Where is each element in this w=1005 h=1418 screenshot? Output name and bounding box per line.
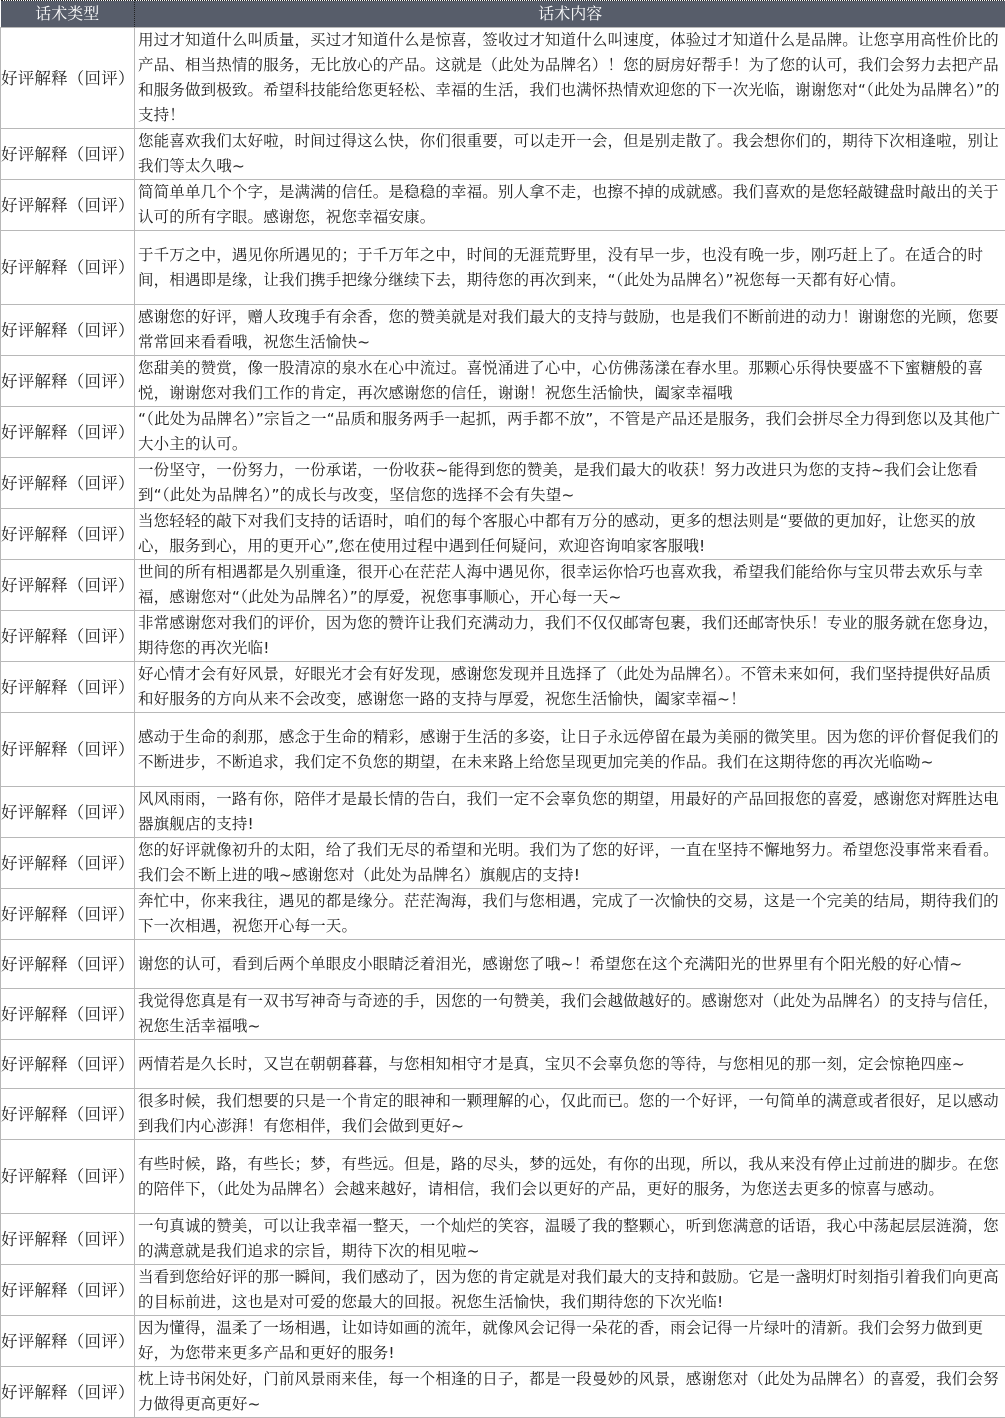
table-row	[1, 1140, 1005, 1214]
script-content-cell: 很多时候，我们想要的只是一个肯定的眼神和一颗理解的心，仅此而已。您的一个好评，一句简单的满意或者很好，足以感动到我们内心澎湃！有您相伴，我们会做到更好~	[135, 1089, 1005, 1140]
table-row	[1, 560, 1005, 611]
script-type-cell: 好评解释（回评）	[1, 1367, 135, 1418]
script-content-cell: 您甜美的赞赏，像一股清凉的泉水在心中流过。喜悦涌进了心中，心仿佛荡漾在春水里。那颗心乐得快要盛不下蜜糖般的喜悦，谢谢您对我们工作的肯定，再次感谢您的信任，谢谢！祝您生活愉快，阖家幸福哦	[135, 356, 1005, 407]
table-row	[1, 989, 1005, 1040]
script-type-cell: 好评解释（回评）	[1, 509, 135, 560]
script-content-cell: 一句真诚的赞美，可以让我幸福一整天，一个灿烂的笑容，温暖了我的整颗心，听到您满意的话语，我心中荡起层层涟漪，您的满意就是我们追求的宗旨，期待下次的相见啦~	[135, 1214, 1005, 1265]
script-type-cell: 好评解释（回评）	[1, 180, 135, 231]
script-content-cell: 简简单单几个个字，是满满的信任。是稳稳的幸福。别人拿不走，也擦不掉的成就感。我们喜欢的是您轻敲键盘时敲出的关于认可的所有字眼。感谢您，祝您幸福安康。	[135, 180, 1005, 231]
table-row	[1, 28, 1005, 129]
column-header-type: 话术类型	[1, 1, 135, 28]
table-row	[1, 458, 1005, 509]
script-type-cell: 好评解释（回评）	[1, 129, 135, 180]
table-row	[1, 838, 1005, 889]
table-row	[1, 713, 1005, 787]
script-content-cell: 枕上诗书闲处好，门前风景雨来佳，每一个相逢的日子，都是一段曼妙的风景，感谢您对（此处为品牌名）的喜爱，我们会努力做得更高更好~	[135, 1367, 1005, 1418]
script-type-cell: 好评解释（回评）	[1, 231, 135, 305]
script-type-cell: 好评解释（回评）	[1, 305, 135, 356]
script-content-cell: 感谢您的好评，赠人玫瑰手有余香，您的赞美就是对我们最大的支持与鼓励，也是我们不断前进的动力！谢谢您的光顾，您要常常回来看看哦，祝您生活愉快~	[135, 305, 1005, 356]
table-row	[1, 1040, 1005, 1089]
table-row	[1, 787, 1005, 838]
script-content-cell: 用过才知道什么叫质量，买过才知道什么是惊喜，签收过才知道什么叫速度，体验过才知道什么是品牌。让您享用高性价比的产品、相当热情的服务，无比放心的产品。这就是（此处为品牌名）！您的厨房好帮手！为了您的认可，我们会努力去把产品和服务做到极致。希望科技能给您更轻松、幸福的生活，我们也满怀热情欢迎您的下一次光临，谢谢您对“（此处为品牌名）”的支持！	[135, 28, 1005, 129]
table-row	[1, 407, 1005, 458]
header-row	[1, 1, 1005, 28]
table-body	[1, 28, 1005, 1418]
table-row	[1, 940, 1005, 989]
table-row	[1, 1367, 1005, 1418]
script-content-cell: 有些时候，路，有些长；梦，有些远。但是，路的尽头，梦的远处，有你的出现，所以，我从来没有停止过前进的脚步。在您的陪伴下，（此处为品牌名）会越来越好，请相信，我们会以更好的产品，更好的服务，为您送去更多的惊喜与感动。	[135, 1140, 1005, 1214]
script-type-cell: 好评解释（回评）	[1, 356, 135, 407]
script-type-cell: 好评解释（回评）	[1, 1214, 135, 1265]
script-type-cell: 好评解释（回评）	[1, 611, 135, 662]
script-content-cell: 一份坚守，一份努力，一份承诺，一份收获~能得到您的赞美，是我们最大的收获！努力改进只为您的支持~我们会让您看到“（此处为品牌名）”的成长与改变，坚信您的选择不会有失望~	[135, 458, 1005, 509]
script-content-cell: “（此处为品牌名）”宗旨之一“品质和服务两手一起抓，两手都不放”，不管是产品还是服务，我们会拼尽全力得到您以及其他广大小主的认可。	[135, 407, 1005, 458]
table-row	[1, 611, 1005, 662]
script-type-cell: 好评解释（回评）	[1, 1089, 135, 1140]
script-type-cell: 好评解释（回评）	[1, 1140, 135, 1214]
script-type-cell: 好评解释（回评）	[1, 1040, 135, 1089]
script-type-cell: 好评解释（回评）	[1, 458, 135, 509]
table-row	[1, 1316, 1005, 1367]
script-type-cell: 好评解释（回评）	[1, 662, 135, 713]
script-content-cell: 我觉得您真是有一双书写神奇与奇迹的手，因您的一句赞美，我们会越做越好的。感谢您对（此处为品牌名）的支持与信任，祝您生活幸福哦~	[135, 989, 1005, 1040]
table-row	[1, 889, 1005, 940]
script-content-cell: 于千万之中，遇见你所遇见的；于千万年之中，时间的无涯荒野里，没有早一步，也没有晚一步，刚巧赶上了。在适合的时间，相遇即是缘，让我们携手把缘分继续下去，期待您的再次到来，“（此处为品牌名）”祝您每一天都有好心情。	[135, 231, 1005, 305]
script-content-cell: 当看到您给好评的那一瞬间，我们感动了，因为您的肯定就是对我们最大的支持和鼓励。它是一盏明灯时刻指引着我们向更高的目标前进，这也是对可爱的您最大的回报。祝您生活愉快，我们期待您的下次光临!	[135, 1265, 1005, 1316]
script-type-cell: 好评解释（回评）	[1, 989, 135, 1040]
script-type-cell: 好评解释（回评）	[1, 1316, 135, 1367]
script-type-cell: 好评解释（回评）	[1, 560, 135, 611]
script-type-cell: 好评解释（回评）	[1, 787, 135, 838]
script-type-cell: 好评解释（回评）	[1, 713, 135, 787]
script-content-cell: 世间的所有相遇都是久别重逢，很开心在茫茫人海中遇见你，很幸运你恰巧也喜欢我，希望我们能给你与宝贝带去欢乐与幸福，感谢您对“（此处为品牌名）”的厚爱，祝您事事顺心，开心每一天~	[135, 560, 1005, 611]
table-row	[1, 356, 1005, 407]
script-content-cell: 您能喜欢我们太好啦，时间过得这么快，你们很重要，可以走开一会，但是别走散了。我会想你们的，期待下次相逢啦，别让我们等太久哦~	[135, 129, 1005, 180]
script-content-cell: 感动于生命的刹那，感念于生命的精彩，感谢于生活的多姿，让日子永远停留在最为美丽的微笑里。因为您的评价督促我们的不断进步，不断追求，我们定不负您的期望，在未来路上给您呈现更加完美的作品。我们在这期待您的再次光临呦~	[135, 713, 1005, 787]
script-content-cell: 风风雨雨，一路有你，陪伴才是最长情的告白，我们一定不会辜负您的期望，用最好的产品回报您的喜爱，感谢您对辉胜达电器旗舰店的支持!	[135, 787, 1005, 838]
script-type-cell: 好评解释（回评）	[1, 28, 135, 129]
script-content-cell: 当您轻轻的敲下对我们支持的话语时，咱们的每个客服心中都有万分的感动，更多的想法则是“要做的更加好，让您买的放心，服务到心，用的更开心”,您在使用过程中遇到任何疑问，欢迎咨询咱家客服哦!	[135, 509, 1005, 560]
table-row	[1, 129, 1005, 180]
table-row	[1, 1265, 1005, 1316]
table-row	[1, 180, 1005, 231]
table-row	[1, 509, 1005, 560]
script-content-cell: 因为懂得，温柔了一场相遇，让如诗如画的流年，就像风会记得一朵花的香，雨会记得一片绿叶的清新。我们会努力做到更好，为您带来更多产品和更好的服务!	[135, 1316, 1005, 1367]
script-content-cell: 奔忙中，你来我往，遇见的都是缘分。茫茫淘海，我们与您相遇，完成了一次愉快的交易，这是一个完美的结局，期待我们的下一次相遇，祝您开心每一天。	[135, 889, 1005, 940]
script-type-cell: 好评解释（回评）	[1, 940, 135, 989]
column-header-content: 话术内容	[135, 1, 1005, 28]
table-row	[1, 1214, 1005, 1265]
script-content-cell: 好心情才会有好风景，好眼光才会有好发现，感谢您发现并且选择了（此处为品牌名）。不管未来如何，我们坚持提供好品质和好服务的方向从来不会改变，感谢您一路的支持与厚爱，祝您生活愉快，阖家幸福~！	[135, 662, 1005, 713]
script-content-cell: 您的好评就像初升的太阳，给了我们无尽的希望和光明。我们为了您的好评，一直在坚持不懈地努力。希望您没事常来看看。我们会不断上进的哦~感谢您对（此处为品牌名）旗舰店的支持!	[135, 838, 1005, 889]
script-type-cell: 好评解释（回评）	[1, 1265, 135, 1316]
table-row	[1, 662, 1005, 713]
script-type-cell: 好评解释（回评）	[1, 838, 135, 889]
script-content-cell: 非常感谢您对我们的评价，因为您的赞许让我们充满动力，我们不仅仅邮寄包裹，我们还邮寄快乐！专业的服务就在您身边，期待您的再次光临!	[135, 611, 1005, 662]
table-header	[1, 1, 1005, 28]
script-type-cell: 好评解释（回评）	[1, 889, 135, 940]
table-row	[1, 231, 1005, 305]
table-row	[1, 305, 1005, 356]
script-type-cell: 好评解释（回评）	[1, 407, 135, 458]
script-content-cell: 两情若是久长时，又岂在朝朝暮暮，与您相知相守才是真，宝贝不会辜负您的等待，与您相见的那一刻，定会惊艳四座~	[135, 1040, 1005, 1089]
table-row	[1, 1089, 1005, 1140]
script-content-cell: 谢您的认可，看到后两个单眼皮小眼睛泛着泪光，感谢您了哦~！希望您在这个充满阳光的世界里有个阳光般的好心情~	[135, 940, 1005, 989]
